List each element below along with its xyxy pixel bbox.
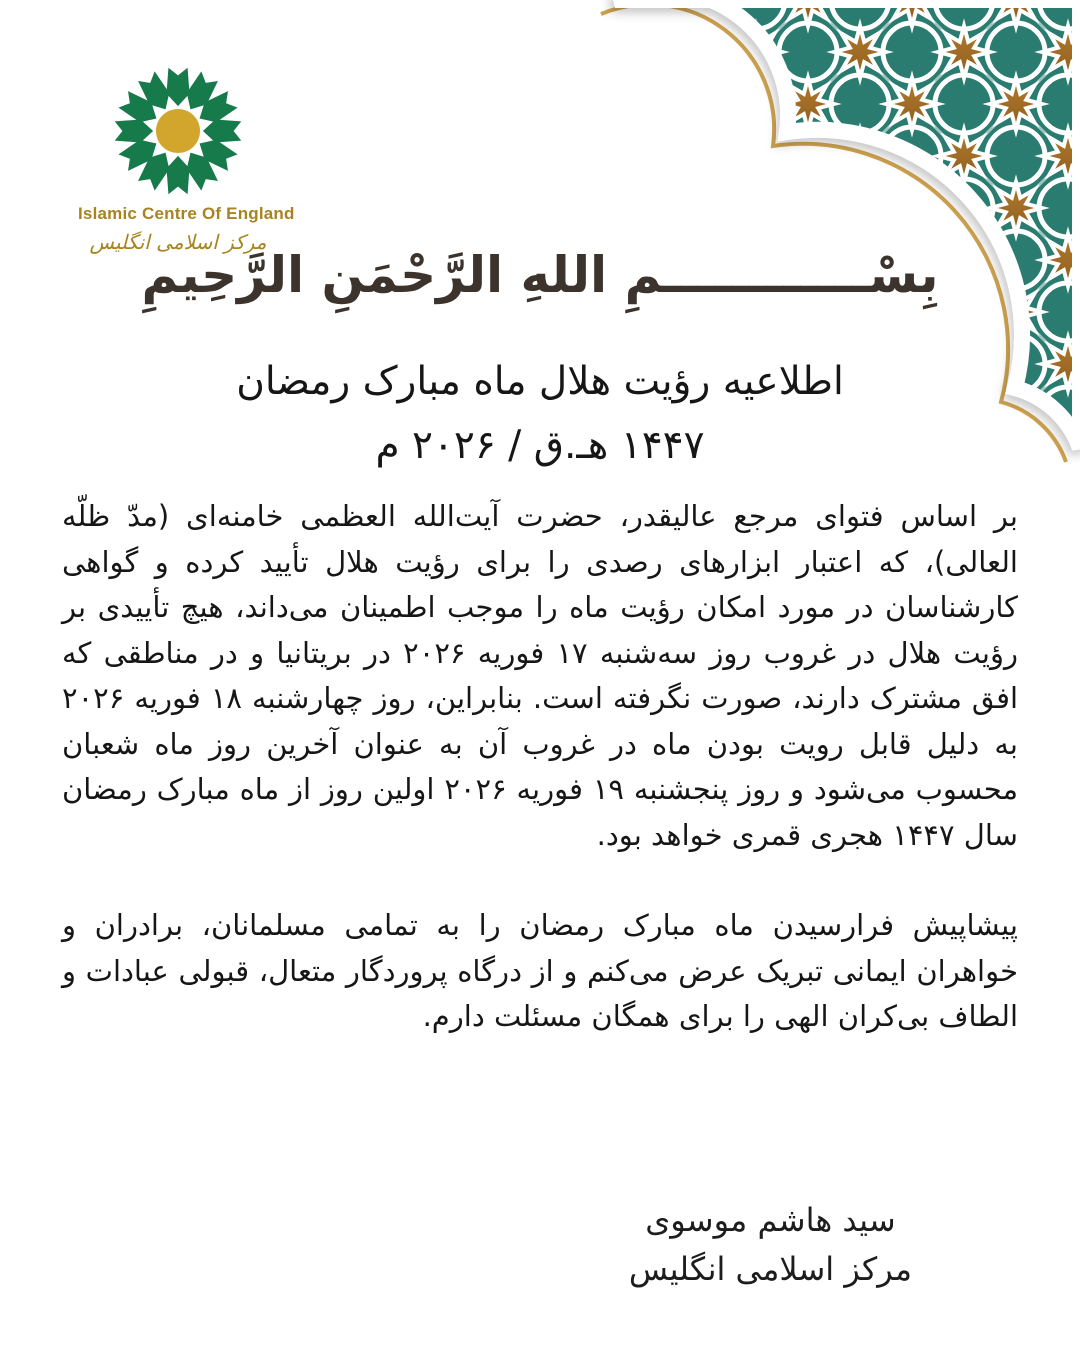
signature-org: مرکز اسلامی انگلیس bbox=[628, 1250, 912, 1288]
logo-flower-icon bbox=[109, 62, 247, 200]
logo bbox=[78, 62, 295, 254]
logo-name-farsi: مرکز اسلامی انگلیس bbox=[89, 230, 267, 254]
logo-name-english: Islamic Centre Of England bbox=[78, 204, 295, 223]
page-subtitle: ۱۴۴۷ هـ.ق / ۲۰۲۶ م bbox=[375, 423, 705, 468]
bismillah-calligraphy: بِسْــــــــــــمِ اللهِ الرَّحْمَنِ الرَّحِيمِ bbox=[141, 246, 939, 304]
signature-block bbox=[629, 1196, 912, 1294]
title-block bbox=[0, 350, 1080, 478]
body-paragraph-2: پیشاپیش فرارسیدن ماه مبارک رمضان را به تمامی مسلمانان، برادران و خواهران ایمانی تبریک عرض می‌کنم و از درگاه پروردگار متعال، قبولی عبادات و الطاف بی‌کران الهی را برای همگان مسئلت دارم. bbox=[62, 908, 1018, 1033]
signature-name: سید هاشم موسوی bbox=[645, 1201, 896, 1239]
page-title: اطلاعیه رؤیت هلال ماه مبارک رمضان bbox=[236, 359, 844, 404]
announcement-body bbox=[62, 494, 1018, 1040]
body-paragraph-1: بر اساس فتوای مرجع عالیقدر، حضرت آیت‌الله العظمی خامنه‌ای (مدّ ظلّه العالی)، که اعتبار ابزارهای رصدی را برای رؤیت هلال تأیید کرده و گواهی کارشناسان در مورد امکان رؤیت ماه را موجب اطمینان می‌داند، هیچ تأییدی بر رؤیت هلال در غروب روز سه‌شنبه ۱۷ فوریه ۲۰۲۶ در بریتانیا و در مناطقی که افق مشترک دارند، صورت نگرفته است. بنابراین، روز چهارشنبه ۱۸ فوریه ۲۰۲۶ به دلیل قابل رویت بودن ماه در غروب آن به عنوان آخرین روز ماه شعبان محسوب می‌شود و روز پنجشنبه ۱۹ فوریه ۲۰۲۶ اولین روز از ماه مبارک رمضان سال ۱۴۴۷ هجری قمری خواهد بود. bbox=[62, 499, 1019, 852]
